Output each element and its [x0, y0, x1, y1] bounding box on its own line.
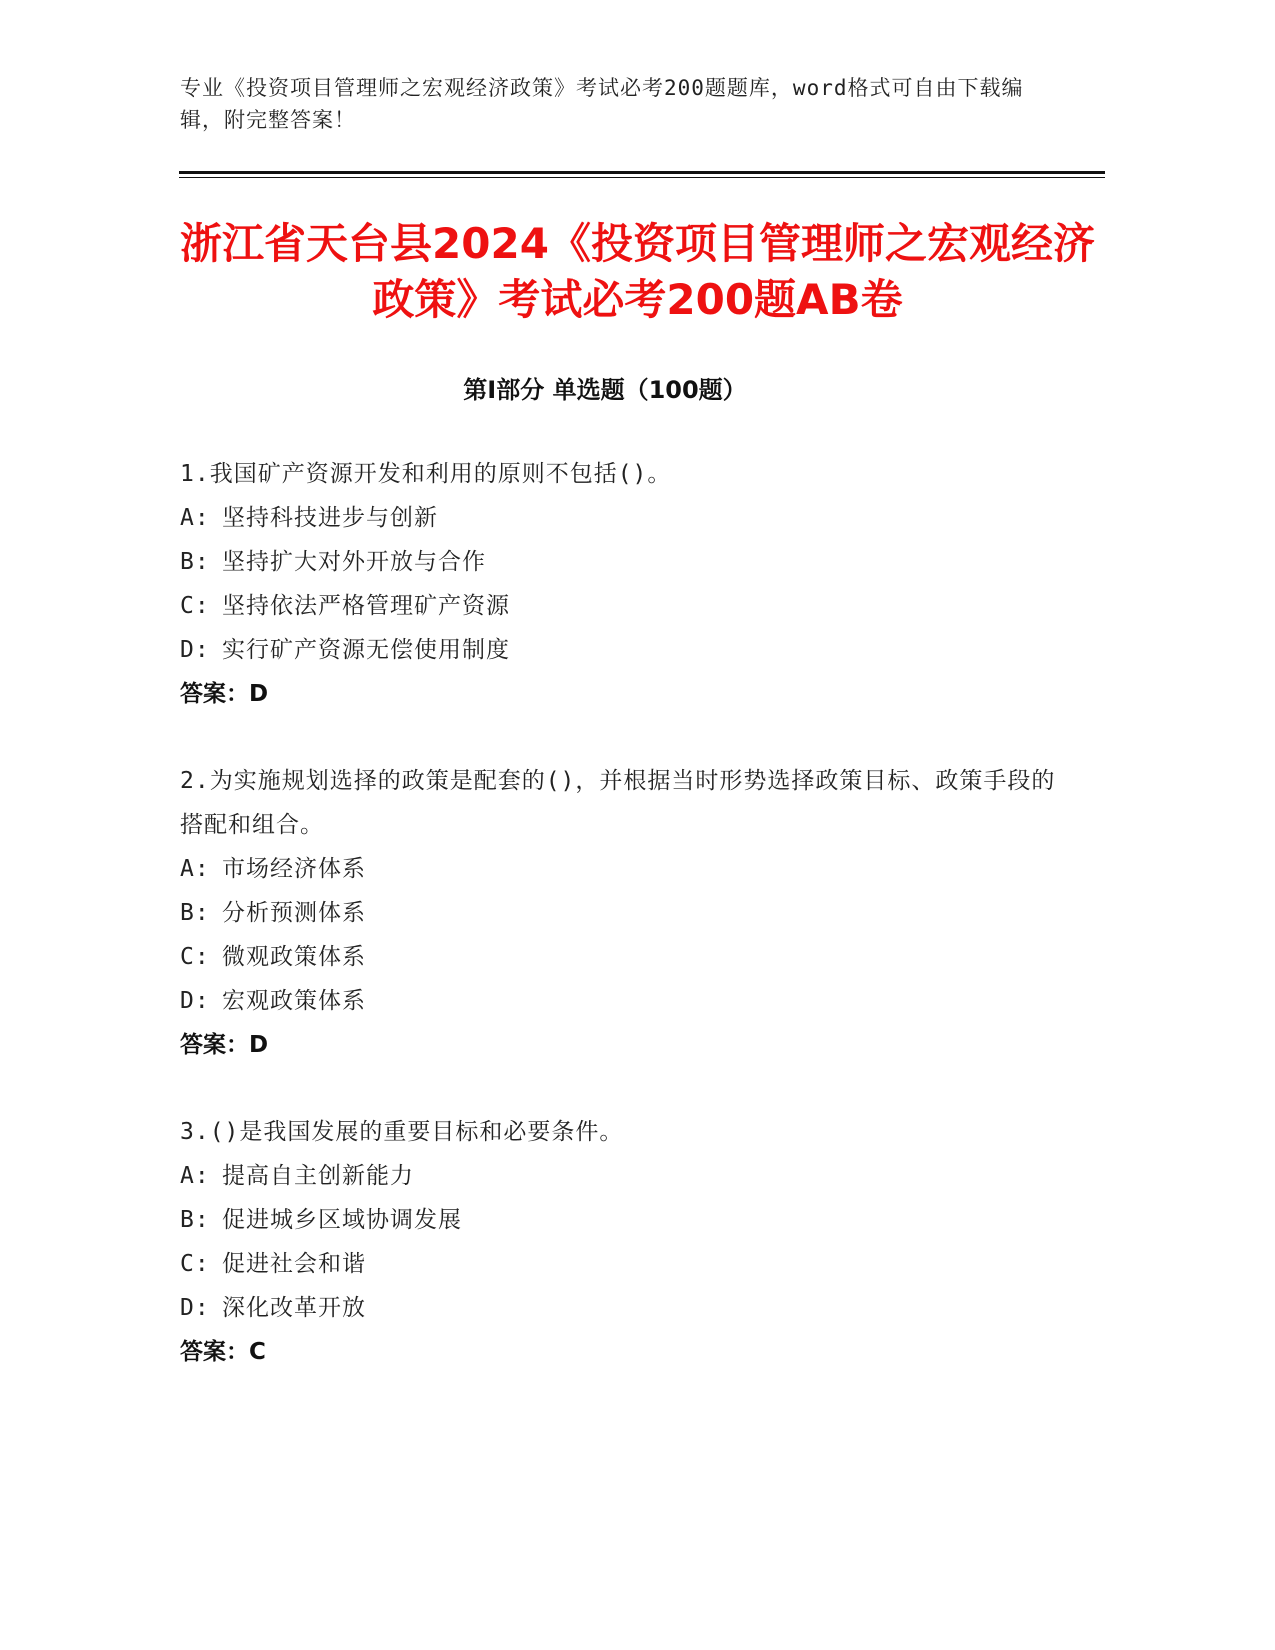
question-list [180, 452, 1060, 1417]
question-1 [180, 452, 1060, 716]
section-heading: 第Ⅰ部分 单选题（100题） [463, 376, 747, 404]
option-letter: A: [180, 505, 210, 531]
option-c [180, 1242, 1060, 1286]
option-text: 实行矿产资源无偿使用制度 [222, 637, 510, 663]
option-letter: D: [180, 637, 210, 663]
option-text: 微观政策体系 [222, 944, 366, 970]
option-letter: B: [180, 900, 210, 926]
question-2 [180, 759, 1060, 1067]
option-text: 分析预测体系 [222, 900, 366, 926]
answer: 答案：C [180, 1339, 266, 1365]
option-a [180, 847, 1060, 891]
option-d [180, 979, 1060, 1023]
option-b [180, 891, 1060, 935]
option-letter: B: [180, 549, 210, 575]
option-letter: A: [180, 856, 210, 882]
header-note: 专业《投资项目管理师之宏观经济政策》考试必考200题题库，word格式可自由下载编辑，附完整答案！ [180, 76, 1024, 132]
option-letter: C: [180, 944, 210, 970]
option-text: 市场经济体系 [222, 856, 366, 882]
document-title: 浙江省天台县2024《投资项目管理师之宏观经济政策》考试必考200题AB卷 [180, 219, 1095, 324]
option-c [180, 935, 1060, 979]
answer: 答案：D [180, 681, 269, 707]
option-c [180, 584, 1060, 628]
option-letter: C: [180, 593, 210, 619]
option-text: 宏观政策体系 [222, 988, 366, 1014]
answer: 答案：D [180, 1032, 269, 1058]
option-a [180, 1154, 1060, 1198]
question-stem: 2.为实施规划选择的政策是配套的()，并根据当时形势选择政策目标、政策手段的搭配和组合。 [180, 768, 1056, 838]
question-stem: 1.我国矿产资源开发和利用的原则不包括()。 [180, 461, 672, 487]
option-text: 深化改革开放 [222, 1295, 366, 1321]
question-stem: 3.()是我国发展的重要目标和必要条件。 [180, 1119, 624, 1145]
option-text: 坚持扩大对外开放与合作 [222, 549, 486, 575]
option-letter: D: [180, 1295, 210, 1321]
option-a [180, 496, 1060, 540]
option-text: 促进社会和谐 [222, 1251, 366, 1277]
option-d [180, 1286, 1060, 1330]
option-d [180, 628, 1060, 672]
option-text: 坚持科技进步与创新 [222, 505, 438, 531]
option-letter: C: [180, 1251, 210, 1277]
option-text: 促进城乡区域协调发展 [222, 1207, 462, 1233]
header-divider-thin [179, 177, 1105, 178]
option-b [180, 1198, 1060, 1242]
option-letter: B: [180, 1207, 210, 1233]
option-letter: A: [180, 1163, 210, 1189]
header-divider-thick [179, 171, 1105, 174]
question-3 [180, 1110, 1060, 1374]
option-letter: D: [180, 988, 210, 1014]
option-b [180, 540, 1060, 584]
option-text: 提高自主创新能力 [222, 1163, 414, 1189]
option-text: 坚持依法严格管理矿产资源 [222, 593, 510, 619]
